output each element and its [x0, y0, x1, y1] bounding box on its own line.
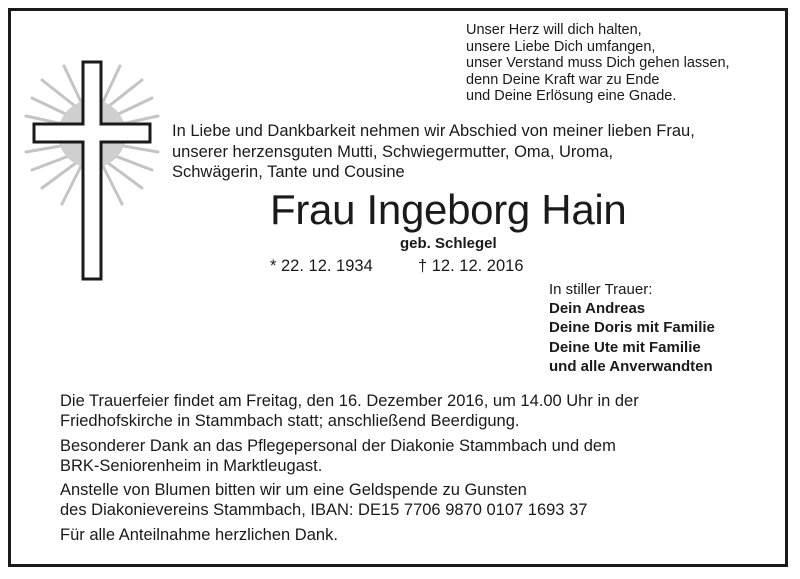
mourner-name: Dein Andreas — [549, 300, 646, 318]
body-line: BRK-Seniorenheim in Marktleugast. — [60, 456, 323, 475]
intro-line: Schwägerin, Tante und Cousine — [172, 163, 405, 181]
thanks-staff — [60, 436, 780, 477]
death-date: † 12. 12. 2016 — [418, 257, 524, 275]
intro-text — [172, 121, 772, 183]
funeral-info — [60, 391, 780, 432]
mourner-name: und alle Anverwandten — [549, 357, 713, 375]
mourner-name: Deine Ute mit Familie — [549, 338, 701, 356]
poem — [466, 22, 786, 105]
poem-line: Unser Herz will dich halten, — [466, 22, 642, 38]
poem-line: und Deine Erlösung eine Gnade. — [466, 88, 677, 105]
closing-thanks — [60, 525, 780, 545]
mourner-name: Deine Doris mit Familie — [549, 319, 715, 337]
intro-line: In Liebe und Dankbarkeit nehmen wir Abschied von meiner lieben Frau, — [172, 122, 695, 140]
birth-date: * 22. 12. 1934 — [270, 257, 373, 275]
mourners-heading: In stiller Trauer: — [549, 281, 653, 298]
deceased-name: Frau Ingeborg Hain — [270, 186, 627, 233]
body-line: Anstelle von Blumen bitten wir um eine Geldspende zu Gunsten — [60, 481, 527, 500]
maiden-name: geb. Schlegel — [400, 235, 497, 252]
notice-body — [60, 391, 780, 549]
donation-info — [60, 480, 780, 521]
poem-line: unsere Liebe Dich umfangen, — [466, 38, 656, 55]
body-line: Für alle Anteilnahme herzlichen Dank. — [60, 525, 338, 544]
cross-icon — [22, 58, 162, 283]
poem-line: unser Verstand muss Dich gehen lassen, — [466, 55, 730, 72]
intro-line: unserer herzensguten Mutti, Schwiegermutter, Oma, Uroma, — [172, 142, 614, 161]
body-line: Friedhofskirche in Stammbach statt; anschließend Beerdigung. — [60, 412, 520, 431]
mourners-block — [549, 280, 789, 376]
poem-line: denn Deine Kraft war zu Ende — [466, 71, 660, 88]
body-line: des Diakonievereins Stammbach, IBAN: DE15 7706 9870 0107 1693 37 — [60, 501, 588, 520]
body-line: Die Trauerfeier findet am Freitag, den 16. Dezember 2016, um 14.00 Uhr in der — [60, 392, 639, 410]
body-line: Besonderer Dank an das Pflegepersonal der Diakonie Stammbach und dem — [60, 436, 616, 455]
